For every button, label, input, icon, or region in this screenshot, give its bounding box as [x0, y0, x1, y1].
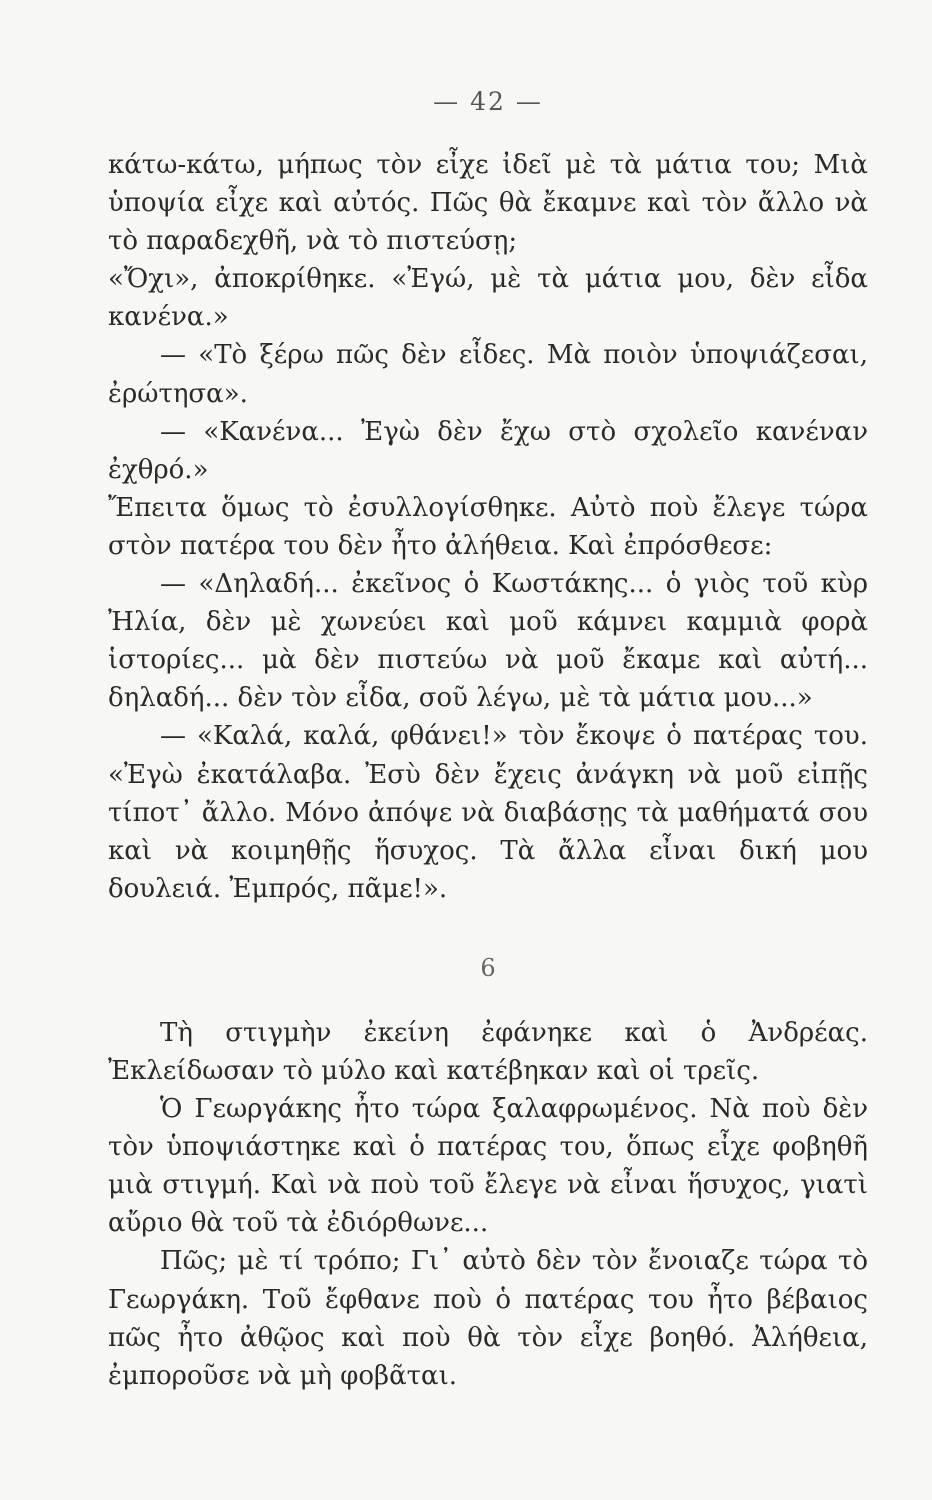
paragraph: Τὴ στιγμὴν ἐκείνη ἐφάνηκε καὶ ὁ Ἀνδρέας. Ἐκλείδωσαν τὸ μύλο καὶ κατέβηκαν καὶ οἱ τρεῖς.: [108, 1017, 868, 1086]
paragraph: — «Τὸ ξέρω πῶς δὲν εἶδες. Μὰ ποιὸν ὑποψιάζεσαι, ἐρώτησα».: [108, 340, 868, 409]
section-number: 6: [480, 953, 496, 982]
paragraph: Ἔπειτα ὅμως τὸ ἐσυλλογίσθηκε. Αὐτὸ ποὺ ἔλεγε τώρα στὸν πατέρα του δὲν ἦτο ἀλήθεια. Καὶ ἐπρόσθεσε:: [108, 492, 868, 561]
paragraph: «Ὄχι», ἀποκρίθηκε. «Ἐγώ, μὲ τὰ μάτια μου, δὲν εἶδα κανένα.»: [108, 264, 868, 333]
page-number: — 42 —: [433, 87, 543, 116]
paragraph: Πῶς; μὲ τί τρόπο; Γι᾽ αὐτὸ δὲν τὸν ἔνοιαζε τώρα τὸ Γεωργάκη. Τοῦ ἔφθανε ποὺ ὁ πατέρας του ἦτο βέβαιος πῶς ἦτο ἀθῷος καὶ ποὺ θὰ τὸν εἶχε βοηθό. Ἀλήθεια, ἐμποροῦσε νὰ μὴ φοβᾶται.: [108, 1246, 868, 1391]
paragraph: — «Καλά, καλά, φθάνει!» τὸν ἔκοψε ὁ πατέρας του. «Ἐγὼ ἐκατάλαβα. Ἐσὺ δὲν ἔχεις ἀνάγκη νὰ μοῦ εἰπῇς τίποτ᾽ ἄλλο. Μόνο ἀπόψε νὰ διαβάσῃς τὰ μαθήματά σου καὶ νὰ κοιμηθῇς ἥσυχος. Τὰ ἄλλα εἶναι δική μου δουλειά. Ἐμπρός, πᾶμε!».: [108, 721, 868, 904]
text-block-before: [108, 146, 868, 908]
paragraph: — «Κανένα... Ἐγὼ δὲν ἔχω στὸ σχολεῖο κανέναν ἐχθρό.»: [108, 416, 868, 485]
paragraph: Ὁ Γεωργάκης ἦτο τώρα ξαλαφρωμένος. Νὰ ποὺ δὲν τὸν ὑποψιάστηκε καὶ ὁ πατέρας του, ὅπως εἶχε φοβηθῆ μιὰ στιγμή. Καὶ νὰ ποὺ τοῦ ἔλεγε νὰ εἶναι ἥσυχος, γιατὶ αὔριο θὰ τοῦ τὰ ἐδιόρθωνε...: [108, 1094, 868, 1239]
text-block-after: [108, 1014, 868, 1395]
paragraph: κάτω-κάτω, μήπως τὸν εἶχε ἰδεῖ μὲ τὰ μάτια του; Μιὰ ὑποψία εἶχε καὶ αὐτός. Πῶς θὰ ἔκαμνε καὶ τὸν ἄλλο νὰ τὸ παραδεχθῆ, νὰ τὸ πιστεύσῃ;: [108, 150, 868, 257]
paragraph: — «Δηλαδή... ἐκεῖνος ὁ Κωστάκης... ὁ γιὸς τοῦ κὺρ Ἠλία, δὲν μὲ χωνεύει καὶ μοῦ κάμνει καμμιὰ φορὰ ἱστορίες... μὰ δὲν πιστεύω νὰ μοῦ ἔκαμε καὶ αὐτή... δηλαδή... δὲν τὸν εἶδα, σοῦ λέγω, μὲ τὰ μάτια μου...»: [108, 569, 868, 714]
book-page: [108, 82, 868, 1395]
